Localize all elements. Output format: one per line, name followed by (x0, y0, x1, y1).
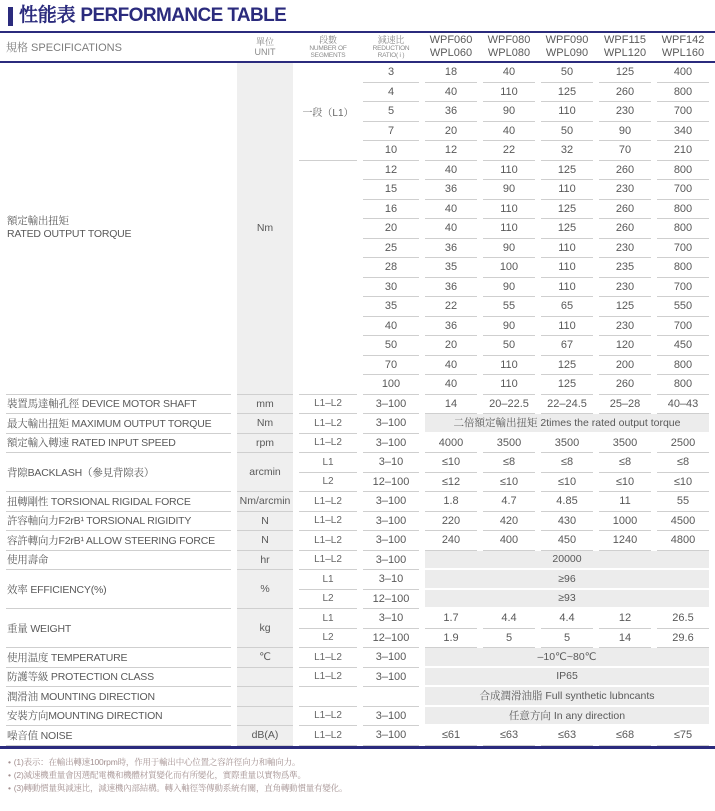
torque-value-m0: 36 (425, 239, 477, 259)
value-weight-m2: 5 (541, 629, 593, 649)
value-allow-steering-force-m2: 450 (541, 531, 593, 551)
ratio-value: 15 (363, 180, 419, 200)
spec-row-allow-steering-force (6, 531, 709, 551)
value-noise-m1: ≤63 (483, 726, 535, 746)
torque-value-m1: 90 (483, 317, 535, 337)
torque-value-m1: 90 (483, 180, 535, 200)
value-noise-m3: ≤68 (599, 726, 651, 746)
value-torsional-rigidal-force-m0: 1.8 (425, 492, 477, 512)
spec-label-maximum-output-torque: 最大輸出扭矩 MAXIMUM OUTPUT TORQUE (6, 414, 231, 434)
torque-value-m3: 230 (599, 239, 651, 259)
ratio-range: 3–100 (363, 492, 419, 512)
torque-value-m2: 50 (541, 122, 593, 142)
torque-value-m0: 40 (425, 356, 477, 376)
unit-service-life: hr (237, 551, 293, 571)
torque-value-m3: 260 (599, 200, 651, 220)
unit-lubricant (237, 687, 293, 707)
value-backlash-m0: ≤12 (425, 473, 477, 493)
value-weight-m3: 14 (599, 629, 651, 649)
value-noise-m0: ≤61 (425, 726, 477, 746)
value-weight-m3: 12 (599, 609, 651, 629)
segment-range: L2 (299, 629, 357, 649)
value-noise-m4: ≤75 (657, 726, 709, 746)
torque-value-m3: 230 (599, 102, 651, 122)
value-allow-steering-force-m4: 4800 (657, 531, 709, 551)
spec-label-rated-input-speed: 額定輸入轉速 RATED INPUT SPEED (6, 434, 231, 454)
spec-label-protection-class: 防護等級 PROTECTION CLASS (6, 668, 231, 688)
torque-value-m0: 12 (425, 141, 477, 161)
spec-label-rated-output-torque: 額定輸出扭矩 RATED OUTPUT TORQUE (6, 63, 231, 395)
torque-value-m4: 700 (657, 317, 709, 337)
torque-value-m4: 800 (657, 200, 709, 220)
ratio-value: 16 (363, 200, 419, 220)
merged-value-temperature: –10℃~80℃ (425, 648, 709, 668)
value-weight-m1: 5 (483, 629, 535, 649)
ratio-value: 20 (363, 219, 419, 239)
spec-label-backlash: 背隙BACKLASH（參見背隙表） (6, 453, 231, 492)
segment-range: L1–L2 (299, 726, 357, 746)
page-title-zh: 性能表 (19, 5, 76, 26)
torque-value-m4: 700 (657, 239, 709, 259)
torque-value-m2: 110 (541, 258, 593, 278)
spec-row-lubricant (6, 687, 709, 707)
torque-value-m4: 800 (657, 356, 709, 376)
segment-range: L1–L2 (299, 707, 357, 727)
spec-row-temperature (6, 648, 709, 668)
footnote-2: • (2)減速機重量會因選配電機和機體材質變化而有所變化，實際重量以實物爲準。 (8, 769, 306, 780)
torque-value-m4: 800 (657, 375, 709, 395)
merged-value-mounting-direction: 任意方向 In any direction (425, 707, 709, 727)
title-bar-icon (8, 7, 13, 26)
torque-value-m2: 110 (541, 102, 593, 122)
spec-row-efficiency-1 (6, 570, 709, 590)
torque-value-m1: 55 (483, 297, 535, 317)
spec-label-device-motor-shaft: 裝置馬達軸孔徑 DEVICE MOTOR SHAFT (6, 395, 231, 415)
torque-value-m2: 125 (541, 83, 593, 103)
unit-allow-steering-force: N (237, 531, 293, 551)
torque-value-m2: 125 (541, 200, 593, 220)
torque-value-m2: 125 (541, 356, 593, 376)
value-noise-m2: ≤63 (541, 726, 593, 746)
unit-weight: kg (237, 609, 293, 648)
unit-device-motor-shaft: mm (237, 395, 293, 415)
spec-label-noise: 噪音值 NOISE (6, 726, 231, 746)
ratio-value: 12 (363, 161, 419, 181)
segment-range: L1–L2 (299, 512, 357, 532)
segment-l1-label: 一段（L1） (299, 63, 357, 161)
torque-value-m4: 800 (657, 161, 709, 181)
spec-label-mounting-direction: 安裝方向MOUNTING DIRECTION (6, 707, 231, 727)
value-weight-m4: 29.6 (657, 629, 709, 649)
torque-value-m2: 125 (541, 375, 593, 395)
torque-value-m2: 110 (541, 278, 593, 298)
torque-value-m4: 210 (657, 141, 709, 161)
segment-range: L2 (299, 590, 357, 610)
torque-value-m1: 90 (483, 239, 535, 259)
segment-range: L1–L2 (299, 492, 357, 512)
bullet-icon: • (8, 782, 11, 793)
torque-value-m1: 110 (483, 200, 535, 220)
torque-value-m1: 110 (483, 219, 535, 239)
performance-table-body (6, 63, 709, 746)
ratio-range: 3–10 (363, 570, 419, 590)
torque-value-m0: 40 (425, 219, 477, 239)
unit-temperature: ℃ (237, 648, 293, 668)
value-rated-input-speed-m3: 3500 (599, 434, 651, 454)
spec-label-efficiency: 效率 EFFICIENCY(%) (6, 570, 231, 609)
merged-value-efficiency: ≥96 (425, 570, 709, 590)
ratio-range: 3–100 (363, 551, 419, 571)
ratio-range: 3–100 (363, 512, 419, 532)
torque-value-m3: 260 (599, 161, 651, 181)
header-model-wpf142: WPF142 WPL160 (661, 34, 705, 59)
value-weight-m0: 1.7 (425, 609, 477, 629)
ratio-range: 12–100 (363, 629, 419, 649)
torque-value-m0: 40 (425, 200, 477, 220)
torque-value-m4: 340 (657, 122, 709, 142)
segment-range: L1–L2 (299, 648, 357, 668)
ratio-range: 3–100 (363, 414, 419, 434)
value-weight-m0: 1.9 (425, 629, 477, 649)
torque-value-m2: 110 (541, 180, 593, 200)
spec-row-protection-class (6, 668, 709, 688)
torque-value-m3: 235 (599, 258, 651, 278)
table-header-row (0, 33, 715, 63)
torque-value-m0: 40 (425, 375, 477, 395)
spec-row-rated-input-speed (6, 434, 709, 454)
value-device-motor-shaft-m4: 40–43 (657, 395, 709, 415)
value-device-motor-shaft-m3: 25–28 (599, 395, 651, 415)
value-backlash-m4: ≤10 (657, 473, 709, 493)
page-title (19, 6, 286, 26)
spec-label-temperature: 使用温度 TEMPERATURE (6, 648, 231, 668)
header-model-wpf090: WPF090 WPL090 (545, 34, 589, 59)
torque-value-m2: 110 (541, 317, 593, 337)
ratio-value: 40 (363, 317, 419, 337)
torque-value-m4: 800 (657, 258, 709, 278)
torque-value-m0: 20 (425, 336, 477, 356)
ratio-value: 10 (363, 141, 419, 161)
unit-torsional-rigidity: N (237, 512, 293, 532)
torque-value-m1: 110 (483, 83, 535, 103)
unit-rated-output-torque: Nm (237, 63, 293, 395)
header-unit: 單位 UNIT (254, 37, 276, 57)
spec-row-torsional-rigidity (6, 512, 709, 532)
value-backlash-m2: ≤8 (541, 453, 593, 473)
torque-value-m3: 70 (599, 141, 651, 161)
spec-row-weight-1 (6, 609, 709, 629)
ratio-value: 5 (363, 102, 419, 122)
torque-value-m3: 200 (599, 356, 651, 376)
ratio-value: 28 (363, 258, 419, 278)
torque-value-m1: 110 (483, 161, 535, 181)
torque-value-m2: 125 (541, 161, 593, 181)
value-device-motor-shaft-m1: 20–22.5 (483, 395, 535, 415)
ratio-range: 3–100 (363, 434, 419, 454)
footnote-1: • (1)表示：在輸出轉速100rpm時，作用于輸出中心位置之容許徑向力和軸向力。 (8, 756, 301, 767)
torque-value-m4: 450 (657, 336, 709, 356)
value-backlash-m1: ≤8 (483, 453, 535, 473)
ratio-value: 100 (363, 375, 419, 395)
value-allow-steering-force-m0: 240 (425, 531, 477, 551)
segment-range (299, 687, 357, 707)
spec-row-noise (6, 726, 709, 746)
ratio-range (363, 687, 419, 707)
ratio-range: 12–100 (363, 590, 419, 610)
spec-label-weight: 重量 WEIGHT (6, 609, 231, 648)
torque-value-m0: 22 (425, 297, 477, 317)
segment-range: L1–L2 (299, 414, 357, 434)
bullet-icon: • (8, 769, 11, 780)
torque-value-m1: 40 (483, 63, 535, 83)
torque-value-m0: 36 (425, 180, 477, 200)
unit-mounting-direction (237, 707, 293, 727)
segment-range: L1–L2 (299, 395, 357, 415)
torque-value-m1: 90 (483, 102, 535, 122)
torque-value-m3: 260 (599, 219, 651, 239)
value-backlash-m0: ≤10 (425, 453, 477, 473)
torque-value-m0: 20 (425, 122, 477, 142)
spec-label-lubricant: 潤滑油 MOUNTING DIRECTION (6, 687, 231, 707)
merged-value-lubricant: 合成潤滑油脂 Full synthetic lubncants (425, 687, 709, 707)
value-torsional-rigidity-m4: 4500 (657, 512, 709, 532)
ratio-range: 3–100 (363, 395, 419, 415)
value-torsional-rigidity-m2: 430 (541, 512, 593, 532)
unit-torsional-rigidal-force: Nm/arcmin (237, 492, 293, 512)
value-torsional-rigidity-m1: 420 (483, 512, 535, 532)
torque-value-m4: 400 (657, 63, 709, 83)
merged-value-service-life: 20000 (425, 551, 709, 571)
torque-value-m0: 35 (425, 258, 477, 278)
torque-value-m3: 125 (599, 63, 651, 83)
ratio-value: 70 (363, 356, 419, 376)
torque-value-m2: 110 (541, 239, 593, 259)
segment-range: L1–L2 (299, 668, 357, 688)
value-rated-input-speed-m4: 2500 (657, 434, 709, 454)
spec-label-torsional-rigidity: 許容軸向力F2rB¹ TORSIONAL RIGIDITY (6, 512, 231, 532)
header-model-wpf060: WPF060 WPL060 (429, 34, 473, 59)
value-torsional-rigidal-force-m4: 55 (657, 492, 709, 512)
value-backlash-m1: ≤10 (483, 473, 535, 493)
ratio-range: 3–10 (363, 453, 419, 473)
ratio-range: 3–100 (363, 726, 419, 746)
torque-value-m3: 90 (599, 122, 651, 142)
torque-value-m1: 40 (483, 122, 535, 142)
torque-value-m4: 550 (657, 297, 709, 317)
ratio-range: 3–100 (363, 707, 419, 727)
torque-value-m1: 22 (483, 141, 535, 161)
value-device-motor-shaft-m2: 22–24.5 (541, 395, 593, 415)
torque-value-m3: 230 (599, 180, 651, 200)
ratio-value: 4 (363, 83, 419, 103)
performance-table (0, 63, 715, 746)
unit-rated-input-speed: rpm (237, 434, 293, 454)
unit-maximum-output-torque: Nm (237, 414, 293, 434)
footnote-3: • (3)轉動慣量與減速比，減速機內部結構。轉入軸徑等傳動系統有關，直角轉動慣量有變化。 (8, 782, 348, 793)
spec-row-torsional-rigidal-force (6, 492, 709, 512)
ratio-value: 35 (363, 297, 419, 317)
ratio-value: 3 (363, 63, 419, 83)
torque-value-m2: 67 (541, 336, 593, 356)
segment-range: L1 (299, 570, 357, 590)
ratio-value: 7 (363, 122, 419, 142)
spec-row-mounting-direction (6, 707, 709, 727)
footnotes (8, 756, 715, 795)
torque-value-m0: 36 (425, 102, 477, 122)
value-torsional-rigidity-m0: 220 (425, 512, 477, 532)
spec-row-service-life (6, 551, 709, 571)
unit-protection-class (237, 668, 293, 688)
title-row (0, 6, 715, 33)
segment-range: L2 (299, 473, 357, 493)
header-model-wpf115: WPF115 WPL120 (603, 34, 647, 59)
torque-value-m2: 125 (541, 219, 593, 239)
torque-value-m4: 800 (657, 83, 709, 103)
spec-label-torsional-rigidal-force: 扭轉剛性 TORSIONAL RIGIDAL FORCE (6, 492, 231, 512)
header-model-wpf080: WPF080 WPL080 (487, 34, 531, 59)
ratio-range: 3–100 (363, 668, 419, 688)
spec-label-service-life: 使用壽命 (6, 551, 231, 571)
value-torsional-rigidal-force-m1: 4.7 (483, 492, 535, 512)
value-weight-m4: 26.5 (657, 609, 709, 629)
value-weight-m2: 4.4 (541, 609, 593, 629)
segment-range: L1–L2 (299, 551, 357, 571)
torque-value-m0: 36 (425, 278, 477, 298)
value-rated-input-speed-m2: 3500 (541, 434, 593, 454)
unit-backlash: arcmin (237, 453, 293, 492)
ratio-range: 3–100 (363, 648, 419, 668)
value-backlash-m4: ≤8 (657, 453, 709, 473)
torque-value-m4: 700 (657, 278, 709, 298)
bullet-icon: • (8, 756, 11, 767)
table-body-wrap (0, 63, 715, 749)
value-weight-m1: 4.4 (483, 609, 535, 629)
value-allow-steering-force-m1: 400 (483, 531, 535, 551)
merged-value-maximum-output-torque: 二倍額定輸出扭矩 2times the rated output torque (425, 414, 709, 434)
header-specifications: 規格 SPECIFICATIONS (6, 42, 122, 54)
segment-l2-label (299, 161, 357, 395)
torque-value-m1: 110 (483, 356, 535, 376)
segment-range: L1 (299, 609, 357, 629)
page-title-en: PERFORMANCE TABLE (80, 5, 287, 26)
value-allow-steering-force-m3: 1240 (599, 531, 651, 551)
ratio-value: 25 (363, 239, 419, 259)
value-backlash-m3: ≤10 (599, 473, 651, 493)
header-segments: 段數 NUMBER OF SEGMENTS (309, 34, 347, 59)
torque-value-m1: 90 (483, 278, 535, 298)
ratio-value: 50 (363, 336, 419, 356)
segment-range: L1–L2 (299, 531, 357, 551)
torque-value-m0: 40 (425, 83, 477, 103)
torque-value-m4: 700 (657, 180, 709, 200)
spec-row-maximum-output-torque (6, 414, 709, 434)
torque-row-3 (6, 63, 709, 83)
spec-label-allow-steering-force: 容許轉向力F2rB¹ ALLOW STEERING FORCE (6, 531, 231, 551)
torque-value-m1: 50 (483, 336, 535, 356)
torque-value-m2: 50 (541, 63, 593, 83)
ratio-range: 12–100 (363, 473, 419, 493)
value-device-motor-shaft-m0: 14 (425, 395, 477, 415)
unit-noise: dB(A) (237, 726, 293, 746)
ratio-range: 3–10 (363, 609, 419, 629)
value-rated-input-speed-m0: 4000 (425, 434, 477, 454)
segment-range: L1–L2 (299, 434, 357, 454)
torque-value-m1: 110 (483, 375, 535, 395)
ratio-value: 30 (363, 278, 419, 298)
torque-value-m3: 120 (599, 336, 651, 356)
value-torsional-rigidal-force-m2: 4.85 (541, 492, 593, 512)
value-backlash-m2: ≤10 (541, 473, 593, 493)
catalog-page (0, 6, 715, 811)
torque-value-m3: 260 (599, 83, 651, 103)
merged-value-efficiency: ≥93 (425, 590, 709, 610)
torque-value-m0: 18 (425, 63, 477, 83)
value-torsional-rigidal-force-m3: 11 (599, 492, 651, 512)
torque-value-m0: 36 (425, 317, 477, 337)
spec-row-backlash-1 (6, 453, 709, 473)
torque-value-m2: 32 (541, 141, 593, 161)
header-reduction-ratio: 減速比 REDUCTION RATIO( i ) (372, 34, 410, 59)
torque-value-m0: 40 (425, 161, 477, 181)
spec-row-device-motor-shaft (6, 395, 709, 415)
torque-value-m2: 65 (541, 297, 593, 317)
torque-value-m3: 125 (599, 297, 651, 317)
value-rated-input-speed-m1: 3500 (483, 434, 535, 454)
torque-value-m1: 100 (483, 258, 535, 278)
segment-range: L1 (299, 453, 357, 473)
ratio-range: 3–100 (363, 531, 419, 551)
torque-value-m4: 700 (657, 102, 709, 122)
torque-value-m3: 260 (599, 375, 651, 395)
value-backlash-m3: ≤8 (599, 453, 651, 473)
merged-value-protection-class: IP65 (425, 668, 709, 688)
torque-value-m3: 230 (599, 317, 651, 337)
torque-value-m4: 800 (657, 219, 709, 239)
value-torsional-rigidity-m3: 1000 (599, 512, 651, 532)
unit-efficiency: % (237, 570, 293, 609)
torque-value-m3: 230 (599, 278, 651, 298)
